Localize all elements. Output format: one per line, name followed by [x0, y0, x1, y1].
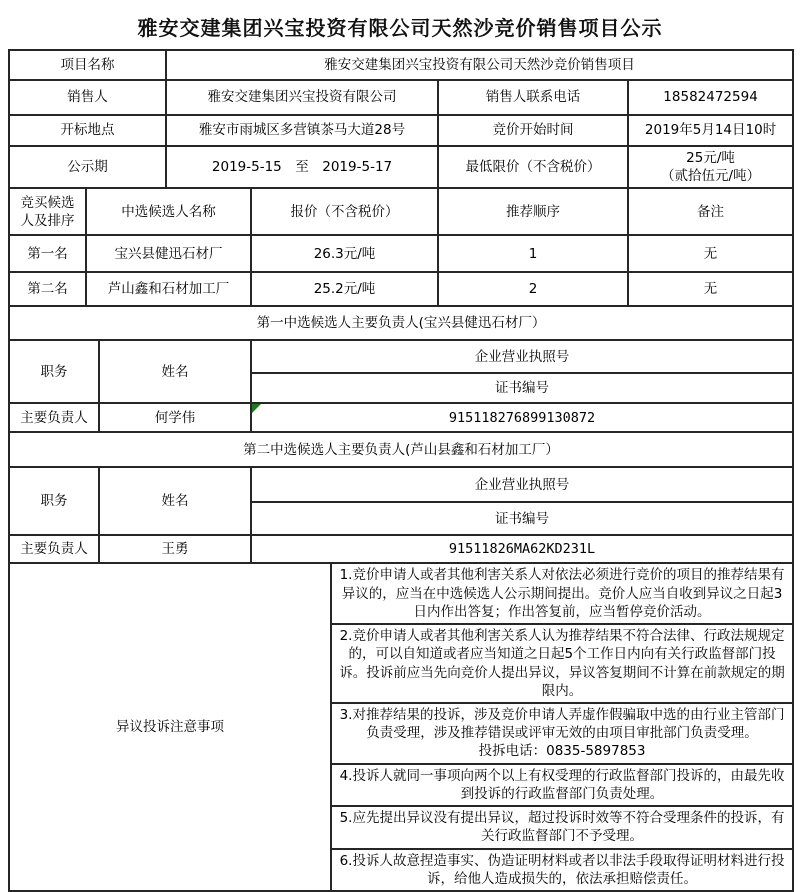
objection-label: 异议投诉注意事项	[9, 563, 331, 891]
min-price-line2: （贰拾伍元/吨）	[661, 168, 761, 185]
candidate-row-1	[9, 235, 793, 272]
principal1-number-value: 915118276899130872	[448, 409, 596, 426]
row-principal2-values	[9, 535, 793, 563]
candidate-1-remark: 无	[628, 235, 793, 272]
objection-item-6: 6.投诉人故意捏造事实、伪造证明材料或者以非法手段取得证明材料进行投诉，给他人造成损失的，依法承担赔偿责任。	[331, 849, 793, 891]
principal2-number-cell	[251, 535, 793, 563]
bid-start-time-value: 2019年5月14日10时	[628, 115, 793, 146]
candidate-1-order: 1	[438, 235, 628, 272]
seller-phone-value: 18582472594	[628, 80, 793, 115]
bid-open-place-label: 开标地点	[9, 115, 166, 146]
candidates-header-remark: 备注	[628, 188, 793, 235]
principal2-cert-label: 证书编号	[251, 502, 793, 535]
seller-value: 雅安交建集团兴宝投资有限公司	[166, 80, 438, 115]
min-price-line1: 25元/吨	[686, 150, 735, 166]
project-name-value: 雅安交建集团兴宝投资有限公司天然沙竞价销售项目	[166, 50, 793, 80]
candidates-header-order: 推荐顺序	[438, 188, 628, 235]
principal2-name-value: 王勇	[99, 535, 251, 563]
candidate-2-price: 25.2元/吨	[251, 272, 438, 306]
objection-item-2: 2.竞价申请人或者其他利害关系人认为推荐结果不符合法律、行政法规规定的，可以自知道或者应当知道之日起5个工作日内向有关行政监督部门投诉。投诉前应当先向竞价人提出异议，异议答复期间不计算在前款规定的期限内。	[331, 624, 793, 703]
candidate-2-remark: 无	[628, 272, 793, 306]
objection-row-1	[9, 563, 793, 624]
candidate-2-rank: 第二名	[9, 272, 86, 306]
publicity-period-label: 公示期	[9, 146, 166, 188]
principal1-section-title: 第一中选候选人主要负责人(宝兴县健迅石材厂）	[9, 306, 793, 340]
principal2-license-label: 企业营业执照号	[251, 467, 793, 502]
principal1-license-label: 企业营业执照号	[251, 340, 793, 373]
row-principal1-section	[9, 306, 793, 340]
page-title: 雅安交建集团兴宝投资有限公司天然沙竞价销售项目公示	[137, 16, 663, 40]
candidate-row-2	[9, 272, 793, 306]
min-price-value	[628, 146, 793, 188]
principal1-position-label: 职务	[9, 340, 99, 403]
announcement-table	[8, 49, 794, 892]
min-price-label: 最低限价（不含税价）	[438, 146, 628, 188]
candidates-header-name: 中选候选人名称	[86, 188, 251, 235]
principal1-name-label: 姓名	[99, 340, 251, 403]
row-principal1-header-a	[9, 340, 793, 373]
seller-label: 销售人	[9, 80, 166, 115]
cell-corner-marker-icon	[252, 404, 261, 413]
bid-open-place-value: 雅安市雨城区多营镇茶马大道28号	[166, 115, 438, 146]
principal2-position-label: 职务	[9, 467, 99, 535]
publicity-period-value: 2019-5-15 至 2019-5-17	[166, 146, 438, 188]
principal1-cert-label: 证书编号	[251, 373, 793, 403]
candidate-1-price: 26.3元/吨	[251, 235, 438, 272]
principal1-number-cell	[251, 403, 793, 432]
row-publicity-period	[9, 146, 793, 188]
candidate-2-name: 芦山鑫和石材加工厂	[86, 272, 251, 306]
row-project-name	[9, 50, 793, 80]
candidate-1-name: 宝兴县健迅石材厂	[86, 235, 251, 272]
row-principal1-values	[9, 403, 793, 432]
principal2-position-value: 主要负责人	[9, 535, 99, 563]
objection-item-3-text: 3.对推荐结果的投诉，涉及竞价申请人弄虚作假骗取中选的由行业主管部门负责受理，涉及推荐错误或评审无效的由项目审批部门负责受理。	[339, 706, 785, 742]
project-name-label: 项目名称	[9, 50, 166, 80]
principal1-name-value: 何学伟	[99, 403, 251, 432]
row-principal2-section	[9, 432, 793, 467]
objection-complaint-phone: 投拆电话：0835-5897853	[478, 743, 646, 760]
candidates-header-price: 报价（不含税价）	[251, 188, 438, 235]
seller-phone-label: 销售人联系电话	[438, 80, 628, 115]
candidates-header-rank: 竞买候选人及排序	[9, 188, 86, 235]
candidate-1-rank: 第一名	[9, 235, 86, 272]
objection-item-3	[331, 703, 793, 764]
row-seller	[9, 80, 793, 115]
row-bid-open	[9, 115, 793, 146]
row-principal2-header-a	[9, 467, 793, 502]
candidate-2-order: 2	[438, 272, 628, 306]
principal1-position-value: 主要负责人	[9, 403, 99, 432]
bid-start-time-label: 竞价开始时间	[438, 115, 628, 146]
principal2-section-title: 第二中选候选人主要负责人(芦山县鑫和石材加工厂）	[9, 432, 793, 467]
row-candidates-header	[9, 188, 793, 235]
principal2-name-label: 姓名	[99, 467, 251, 535]
objection-item-1: 1.竞价申请人或者其他利害关系人对依法必须进行竞价的项目的推荐结果有异议的，应当在中选候选人公示期间提出。竞价人应当自收到异议之日起3日内作出答复；作出答复前，应当暂停竞价活动。	[331, 563, 793, 624]
objection-item-4: 4.投诉人就同一事项向两个以上有权受理的行政监督部门投诉的，由最先收到投诉的行政监督部门负责处理。	[331, 764, 793, 806]
objection-item-5: 5.应先提出异议没有提出异议，超过投诉时效等不符合受理条件的投诉，有关行政监督部门不予受理。	[331, 806, 793, 848]
principal2-number-value: 91511826MA62KD231L	[448, 541, 596, 558]
